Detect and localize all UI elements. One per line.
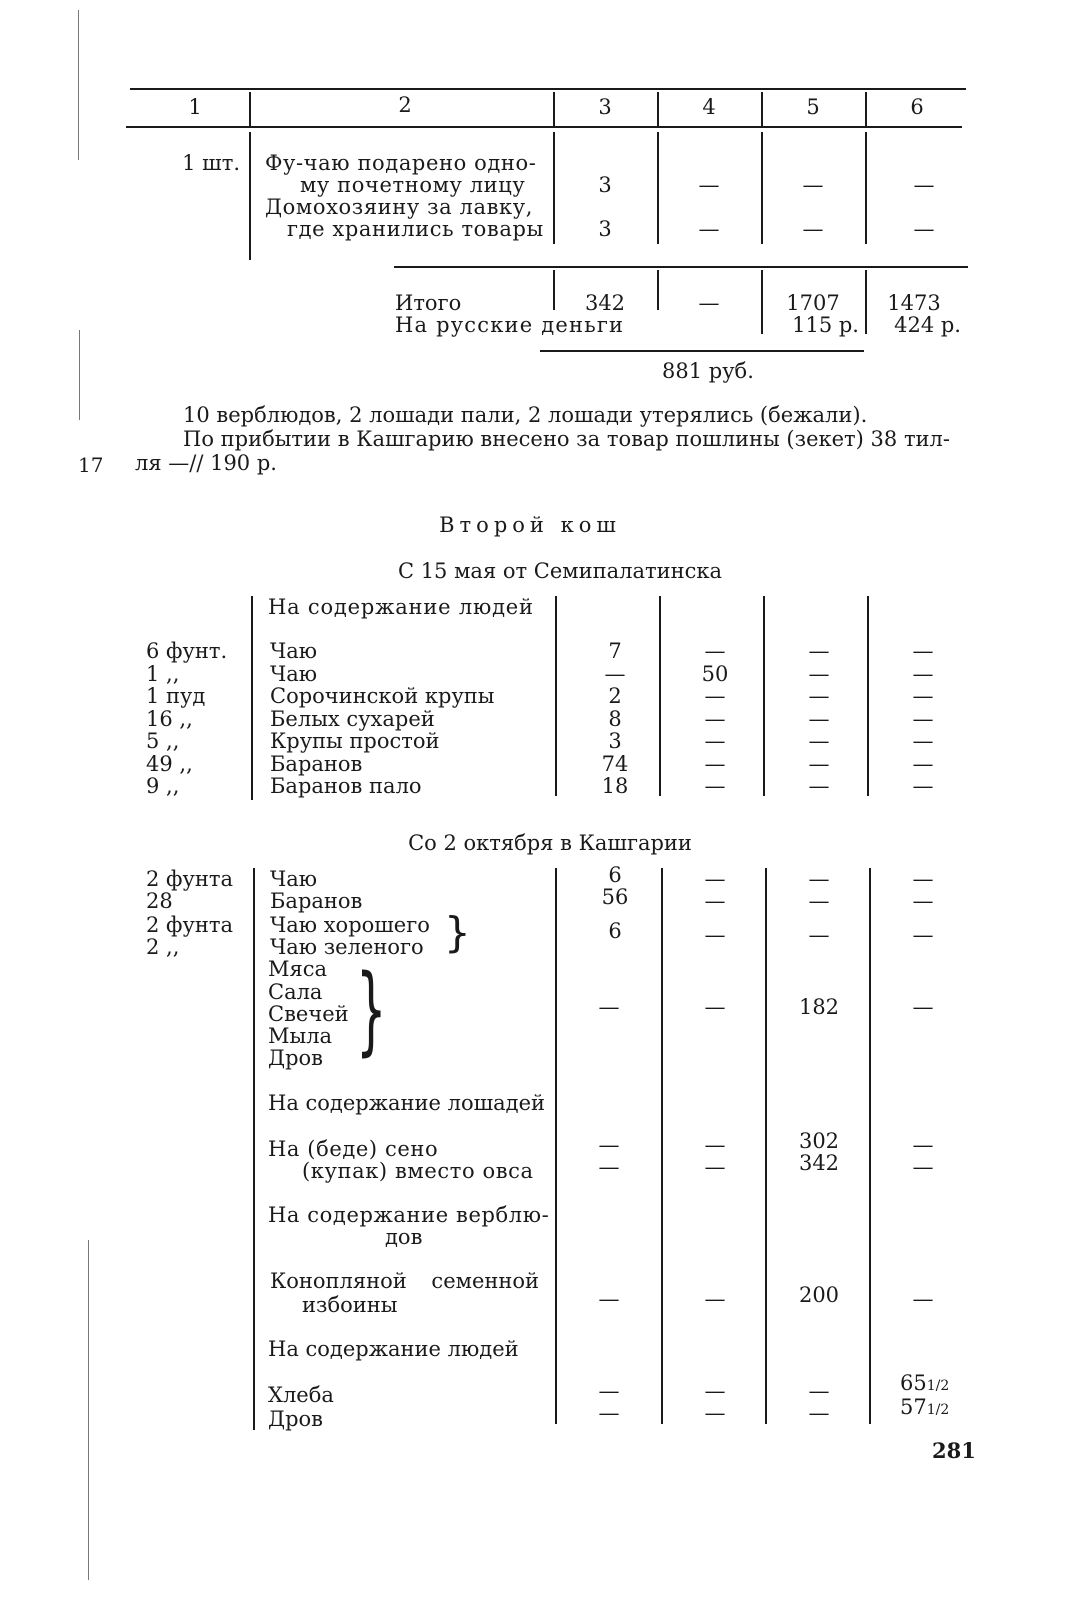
russian-money-label: На русские деньги — [395, 313, 625, 337]
value-cell: — — [704, 923, 726, 947]
value-cell: 3 — [608, 729, 622, 753]
value-cell: — — [704, 867, 726, 891]
totals-sep — [553, 270, 555, 310]
col-header-3: 3 — [598, 95, 612, 119]
qty-cell: 5 ,, — [146, 729, 180, 753]
value-cell: — — [598, 1133, 620, 1157]
value-cell: — — [808, 662, 830, 686]
value-cell: — — [598, 1287, 620, 1311]
value-cell: 342 — [798, 1151, 840, 1175]
total-col3: 342 — [584, 291, 626, 315]
value-cell: — — [808, 1401, 830, 1425]
sum-rule — [540, 350, 864, 352]
value-cell: — — [704, 995, 726, 1019]
desc-cell: Чаю — [270, 662, 318, 686]
value-cell: — — [704, 752, 726, 776]
header-col-sep — [553, 92, 555, 126]
qty-cell: 16 ,, — [146, 707, 193, 731]
value-cell: — — [698, 217, 720, 241]
value-cell: — — [698, 173, 720, 197]
qty-cell: 28 — [146, 889, 173, 913]
desc-cell: Хлеба — [268, 1383, 334, 1407]
col-sep — [555, 868, 557, 1424]
col-sep — [869, 868, 871, 1424]
table-top-rule — [130, 88, 966, 90]
section-title: Второй кош — [439, 513, 621, 537]
desc-cell: Сорочинской крупы — [270, 684, 495, 708]
value-cell: 57 — [900, 1395, 927, 1419]
value-cell: 8 — [608, 707, 622, 731]
value-cell: 182 — [798, 995, 840, 1019]
value-cell: 200 — [798, 1283, 840, 1307]
value-cell: 50 — [701, 662, 729, 686]
desc-cell: Чаю зеленого — [270, 935, 424, 959]
page-number: 281 — [932, 1438, 976, 1463]
col-header-4: 4 — [702, 95, 716, 119]
desc-cell: избоины — [302, 1293, 398, 1317]
value-cell: — — [808, 707, 830, 731]
group-item: Мяса — [268, 957, 328, 981]
value-cell: — — [802, 217, 824, 241]
group-item: Свечей — [268, 1002, 349, 1026]
col-header-5: 5 — [806, 95, 820, 119]
qty-cell: 2 фунта — [146, 913, 233, 937]
col-header-2: 2 — [398, 93, 412, 117]
value-cell: — — [912, 889, 934, 913]
value-cell: — — [598, 995, 620, 1019]
qty-cell: 1 пуд — [146, 684, 206, 708]
value-cell: — — [704, 1155, 726, 1179]
col-sep — [251, 596, 253, 800]
qty-cell: 9 ,, — [146, 774, 180, 798]
desc-cell: На (беде) сено — [268, 1137, 439, 1161]
value-cell: — — [704, 684, 726, 708]
col-sep — [865, 132, 867, 244]
value-cell: — — [604, 662, 626, 686]
subsection-title: Со 2 октября в Кашгарии — [408, 831, 692, 855]
col-sep — [253, 868, 255, 1430]
desc-cell: Баранов — [270, 889, 363, 913]
value-cell: — — [912, 639, 934, 663]
value-cell: — — [808, 923, 830, 947]
value-cell: — — [704, 707, 726, 731]
desc-cell: Чаю — [270, 867, 318, 891]
russian-col6: 424 р. — [894, 313, 961, 337]
block-heading: дов — [385, 1225, 423, 1249]
desc-cell: Дров — [268, 1407, 323, 1431]
desc-cell: Белых сухарей — [270, 707, 435, 731]
value-cell: — — [913, 217, 935, 241]
scan-margin-line — [78, 10, 79, 160]
value-cell: — — [802, 173, 824, 197]
desc-cell: Чаю — [270, 639, 318, 663]
brace-right-icon: } — [444, 908, 471, 957]
value-cell — [900, 1396, 949, 1421]
value-cell: — — [808, 1379, 830, 1403]
col-header-1: 1 — [188, 95, 202, 119]
subsection-title: С 15 мая от Семипалатинска — [397, 559, 723, 583]
value-cell: — — [598, 1401, 620, 1425]
value-cell: — — [704, 639, 726, 663]
totals-rule — [394, 266, 968, 268]
totals-sep — [761, 270, 763, 334]
header-col-sep — [657, 92, 659, 126]
value-cell: — — [808, 752, 830, 776]
paragraph-line: ля —// 190 р. — [135, 451, 277, 475]
block-heading: На содержание людей — [268, 1337, 519, 1361]
total-col6: 1473 — [887, 291, 941, 315]
value-cell: — — [912, 684, 934, 708]
header-col-sep — [865, 92, 867, 126]
value-cell: — — [598, 1379, 620, 1403]
value-cell: — — [704, 889, 726, 913]
value-cell: 2 — [608, 684, 622, 708]
value-cell: — — [912, 729, 934, 753]
qty-cell: 2 ,, — [146, 935, 180, 959]
block-heading: На содержание верблю- — [268, 1203, 550, 1227]
paragraph-line: По прибытии в Кашгарию внесено за товар пошлины (зекет) 38 тил- — [183, 427, 950, 451]
desc-cell: му почетному лицу — [300, 173, 526, 197]
scan-margin-line — [79, 330, 80, 420]
total-col5: 1707 — [786, 291, 840, 315]
col-sep — [249, 132, 251, 260]
value-cell: — — [912, 1287, 934, 1311]
value-cell: 7 — [608, 639, 622, 663]
col-sep — [657, 132, 659, 244]
group-item: Сала — [268, 980, 323, 1004]
value-cell: — — [808, 639, 830, 663]
value-cell: — — [808, 684, 830, 708]
totals-sep — [865, 270, 867, 334]
value-cell: — — [913, 173, 935, 197]
totals-sep — [657, 270, 659, 310]
value-cell: 3 — [598, 173, 612, 197]
header-col-sep — [249, 92, 251, 126]
value-cell: — — [912, 707, 934, 731]
desc-cell: Баранов пало — [270, 774, 422, 798]
col-sep — [761, 132, 763, 244]
value-cell: — — [808, 867, 830, 891]
value-cell: — — [598, 1155, 620, 1179]
col-header-6: 6 — [910, 95, 924, 119]
brace-right-icon: } — [356, 954, 387, 1066]
value-cell: — — [912, 995, 934, 1019]
block-heading: На содержание людей — [268, 595, 534, 619]
value-cell: 18 — [601, 774, 629, 798]
russian-col5: 115 р. — [792, 313, 859, 337]
paragraph-line: 10 верблюдов, 2 лошади пали, 2 лошади утерялись (бежали). — [183, 403, 868, 427]
col-sep — [553, 132, 555, 244]
value-cell: — — [808, 729, 830, 753]
block-heading: На содержание лошадей — [268, 1091, 546, 1115]
qty-cell: 1 ,, — [146, 662, 180, 686]
col-sep — [765, 868, 767, 1424]
value-cell: 6 — [608, 919, 622, 943]
margin-number: 17 — [78, 453, 104, 477]
desc-cell: Чаю хорошего — [270, 913, 430, 937]
value-cell: — — [912, 662, 934, 686]
value-cell: 302 — [798, 1129, 840, 1153]
desc-cell: Домохозяину за лавку, — [265, 195, 533, 219]
value-cell: — — [912, 752, 934, 776]
qty-cell: 49 ,, — [146, 752, 193, 776]
desc-cell: Баранов — [270, 752, 363, 776]
fraction: 1/2 — [926, 1402, 950, 1418]
desc-cell: Конопляной семенной — [270, 1269, 540, 1293]
totals-label: Итого — [395, 291, 462, 315]
desc-cell: Фу-чаю подарено одно- — [265, 151, 537, 175]
value-cell: 65 — [900, 1371, 927, 1395]
total-col4: — — [698, 291, 720, 315]
value-cell: — — [704, 1287, 726, 1311]
desc-cell: где хранились товары — [287, 217, 544, 241]
value-cell: — — [912, 1133, 934, 1157]
value-cell: 56 — [601, 885, 629, 909]
value-cell: — — [704, 1133, 726, 1157]
group-item: Мыла — [268, 1024, 333, 1048]
sum-value: 881 руб. — [662, 359, 754, 383]
value-cell: — — [808, 774, 830, 798]
value-cell: 3 — [598, 217, 612, 241]
col-sep — [661, 868, 663, 1424]
value-cell: — — [808, 889, 830, 913]
scan-margin-line — [88, 1240, 89, 1580]
value-cell: — — [912, 923, 934, 947]
value-cell: — — [704, 1401, 726, 1425]
value-cell: — — [912, 774, 934, 798]
value-cell — [900, 1372, 949, 1397]
header-col-sep — [761, 92, 763, 126]
qty-cell: 1 шт. — [182, 151, 240, 175]
value-cell: — — [704, 1379, 726, 1403]
value-cell: — — [704, 729, 726, 753]
fraction: 1/2 — [926, 1378, 950, 1394]
col-sep — [555, 596, 557, 796]
desc-cell: Крупы простой — [270, 729, 440, 753]
value-cell: 6 — [608, 863, 622, 887]
desc-cell: (купак) вместо овса — [302, 1159, 534, 1183]
qty-cell: 2 фунта — [146, 867, 233, 891]
value-cell: 74 — [601, 752, 629, 776]
table-header-rule — [126, 126, 962, 128]
value-cell: — — [704, 774, 726, 798]
group-item: Дров — [268, 1046, 323, 1070]
value-cell: — — [912, 867, 934, 891]
qty-cell: 6 фунт. — [146, 639, 228, 663]
value-cell: — — [912, 1155, 934, 1179]
